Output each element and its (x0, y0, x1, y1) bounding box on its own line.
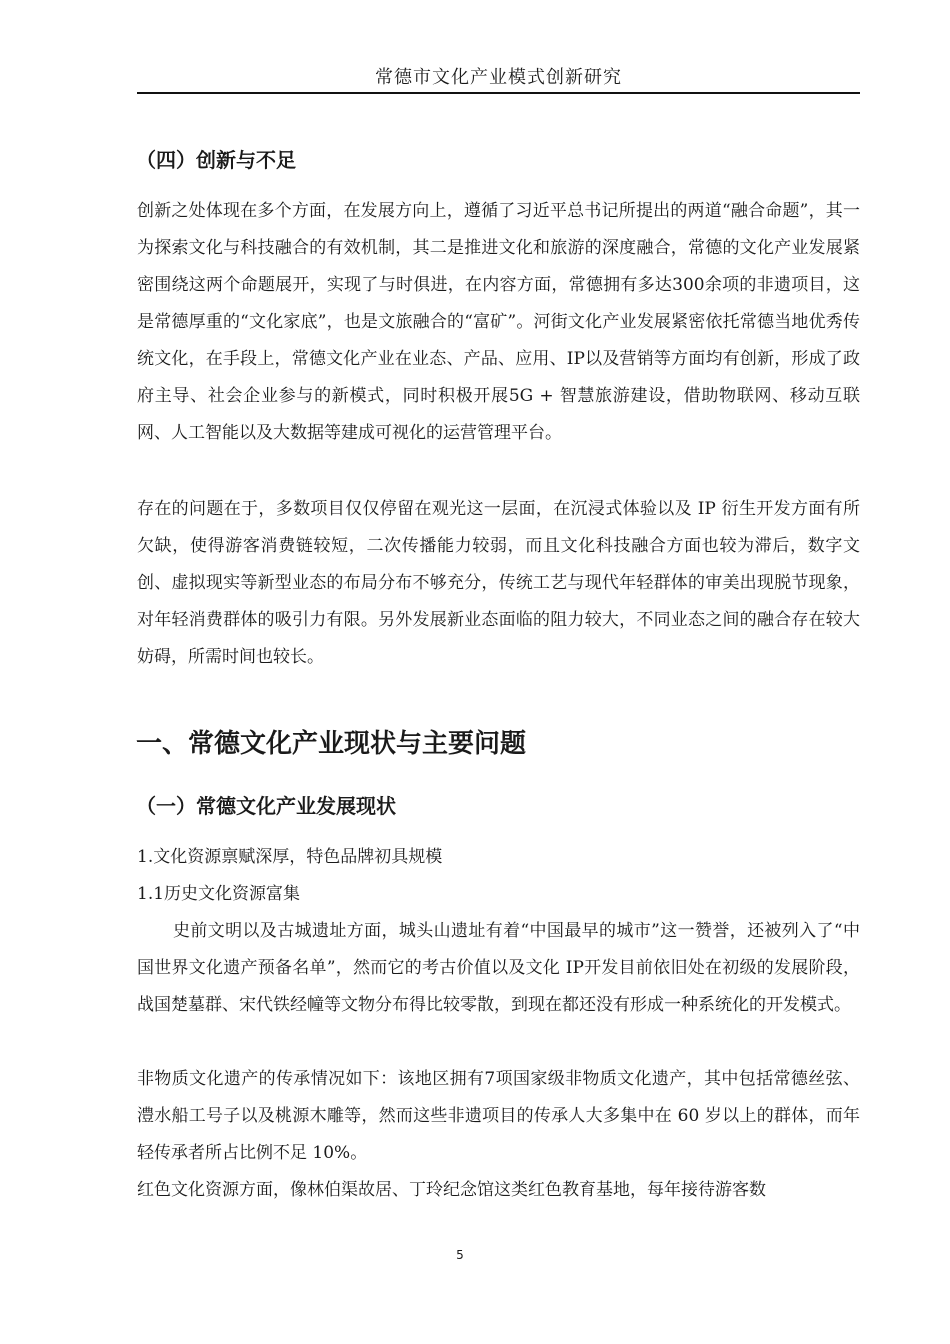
section-heading-innovation: （四）创新与不足 (136, 148, 296, 172)
running-header: 常德市文化产业模式创新研究 (375, 67, 622, 88)
chapter-heading: 一、常德文化产业现状与主要问题 (136, 729, 527, 759)
paragraph-red-culture: 红色文化资源方面，像林伯渠故居、丁玲纪念馆这类红色教育基地，每年接待游客数 (137, 1180, 766, 1200)
paragraph-innovation: 创新之处体现在多个方面，在发展方向上，遵循了习近平总书记所提出的两道“融合命题”，其一为探索文化与科技融合的有效机制，其二是推进文化和旅游的深度融合，常德的文化产业发展紧密围绕这两个命题展开，实现了与时俱进，在内容方面，常德拥有多达300余项的非遗项目，这是常德厚重的“文化家底”，也是文旅融合的“富矿”。河街文化产业发展紧密依托常德当地优秀传统文化，在手段上，常德文化产业在业态、产品、应用、IP以及营销等方面均有创新，形成了政府主导、社会企业参与的新模式，同时积极开展5G + 智慧旅游建设，借助物联网、移动互联网、人工智能以及大数据等建成可视化的运营管理平台。 (137, 201, 860, 443)
section-heading-status: （一）常德文化产业发展现状 (136, 794, 396, 818)
list-item-1-1: 1.1历史文化资源富集 (137, 884, 301, 904)
paragraph-intangible-heritage: 非物质文化遗产的传承情况如下：该地区拥有7项国家级非物质文化遗产，其中包括常德丝弦、澧水船工号子以及桃源木雕等，然而这些非遗项目的传承人大多集中在 60 岁以上的群体，而年轻传承者所占比例不足 10%。 (137, 1069, 860, 1163)
paragraph-shortcomings: 存在的问题在于，多数项目仅仅停留在观光这一层面，在沉浸式体验以及 IP 衍生开发方面有所欠缺，使得游客消费链较短，二次传播能力较弱，而且文化科技融合方面也较为滞后，数字文创、虚拟现实等新型业态的布局分布不够充分，传统工艺与现代年轻群体的审美出现脱节现象，对年轻消费群体的吸引力有限。另外发展新业态面临的阻力较大，不同业态之间的融合存在较大妨碍，所需时间也较长。 (137, 499, 860, 667)
page-number: 5 (456, 1248, 464, 1262)
paragraph-history: 史前文明以及古城遗址方面，城头山遗址有着“中国最早的城市”这一赞誉，还被列入了“中国世界文化遗产预备名单”，然而它的考古价值以及文化 IP开发目前依旧处在初级的发展阶段，战国楚墓群、宋代铁经幢等文物分布得比较零散，到现在都还没有形成一种系统化的开发模式。 (137, 921, 860, 1015)
list-item-1: 1.文化资源禀赋深厚，特色品牌初具规模 (137, 847, 443, 867)
header-divider (137, 92, 860, 94)
